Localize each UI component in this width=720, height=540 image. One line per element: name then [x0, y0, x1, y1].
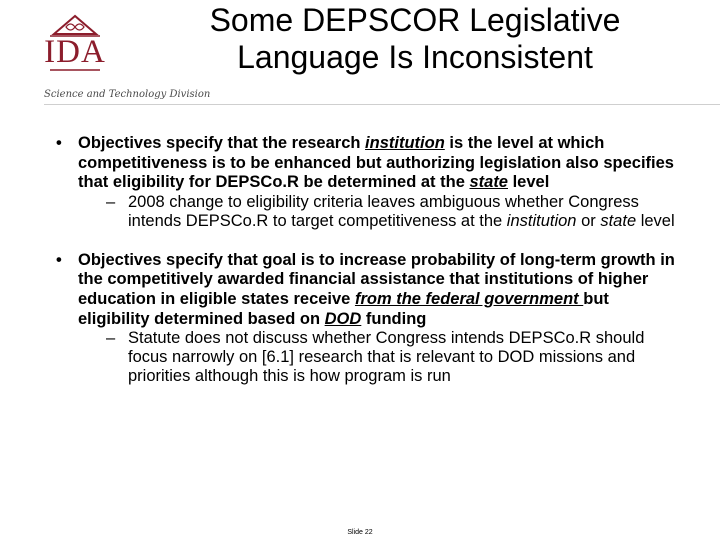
sub-dash: – [106, 192, 116, 211]
bullet-1-emphasis-state: state [469, 173, 508, 192]
slide-number: Slide 22 [347, 529, 373, 536]
sub-1-text-c: level [636, 211, 675, 230]
bullet-2-text-a: Objectives specify that goal is to increase probability of long-term growth in the competitively awarded financial assistance that institutions of higher education in eligible states receive [78, 250, 675, 308]
bullet-2-emphasis-dod: DOD [324, 309, 362, 328]
sub-1-text-b: or [576, 211, 601, 230]
bullet-1-text-a: Objectives specify that the research [78, 134, 366, 152]
sub-1-italic-state: state [600, 211, 637, 230]
bullet-2-text-c: funding [361, 309, 427, 328]
sub-1-text-a: 2008 change to eligibility criteria leaves ambiguous whether Congress intends DEPSCo.R to target competitiveness at the [128, 192, 639, 230]
sub-item-2 [78, 329, 676, 386]
slide-body [56, 134, 676, 386]
bullet-item-1 [56, 134, 676, 231]
bullet-1-text-c: level [508, 173, 550, 192]
bullet-dot: • [56, 134, 62, 152]
title-line-2: Language Is Inconsistent [237, 39, 593, 75]
division-label: Science and Technology Division [44, 89, 211, 100]
sub-1-italic-institution: institution [506, 211, 577, 230]
title-line-1: Some DEPSCOR Legislative [209, 2, 621, 38]
bullet-1-emphasis-institution: institution [365, 134, 445, 152]
header-divider [44, 104, 720, 105]
logo-text: IDA [44, 34, 106, 70]
bullet-item-2 [56, 251, 676, 386]
sub-dash: – [106, 329, 116, 348]
bullet-2-emphasis-federal: from the federal government [354, 289, 584, 308]
slide-title [150, 2, 680, 76]
sub-item-1 [78, 193, 676, 231]
bullet-dot: • [56, 250, 62, 269]
bullet-1-text-b: is the level at which competitiveness is to be enhanced but authorizing legislation also specifies that eligibility for DEPSCo.R be determined at the [78, 134, 674, 192]
bullet-2-text-b: but eligibility determined based on [78, 289, 609, 328]
sub-2-text: Statute does not discuss whether Congress intends DEPSCo.R should focus narrowly on [6.1] research that is relevant to DOD missions and priorities although this is how program is run [128, 329, 645, 386]
